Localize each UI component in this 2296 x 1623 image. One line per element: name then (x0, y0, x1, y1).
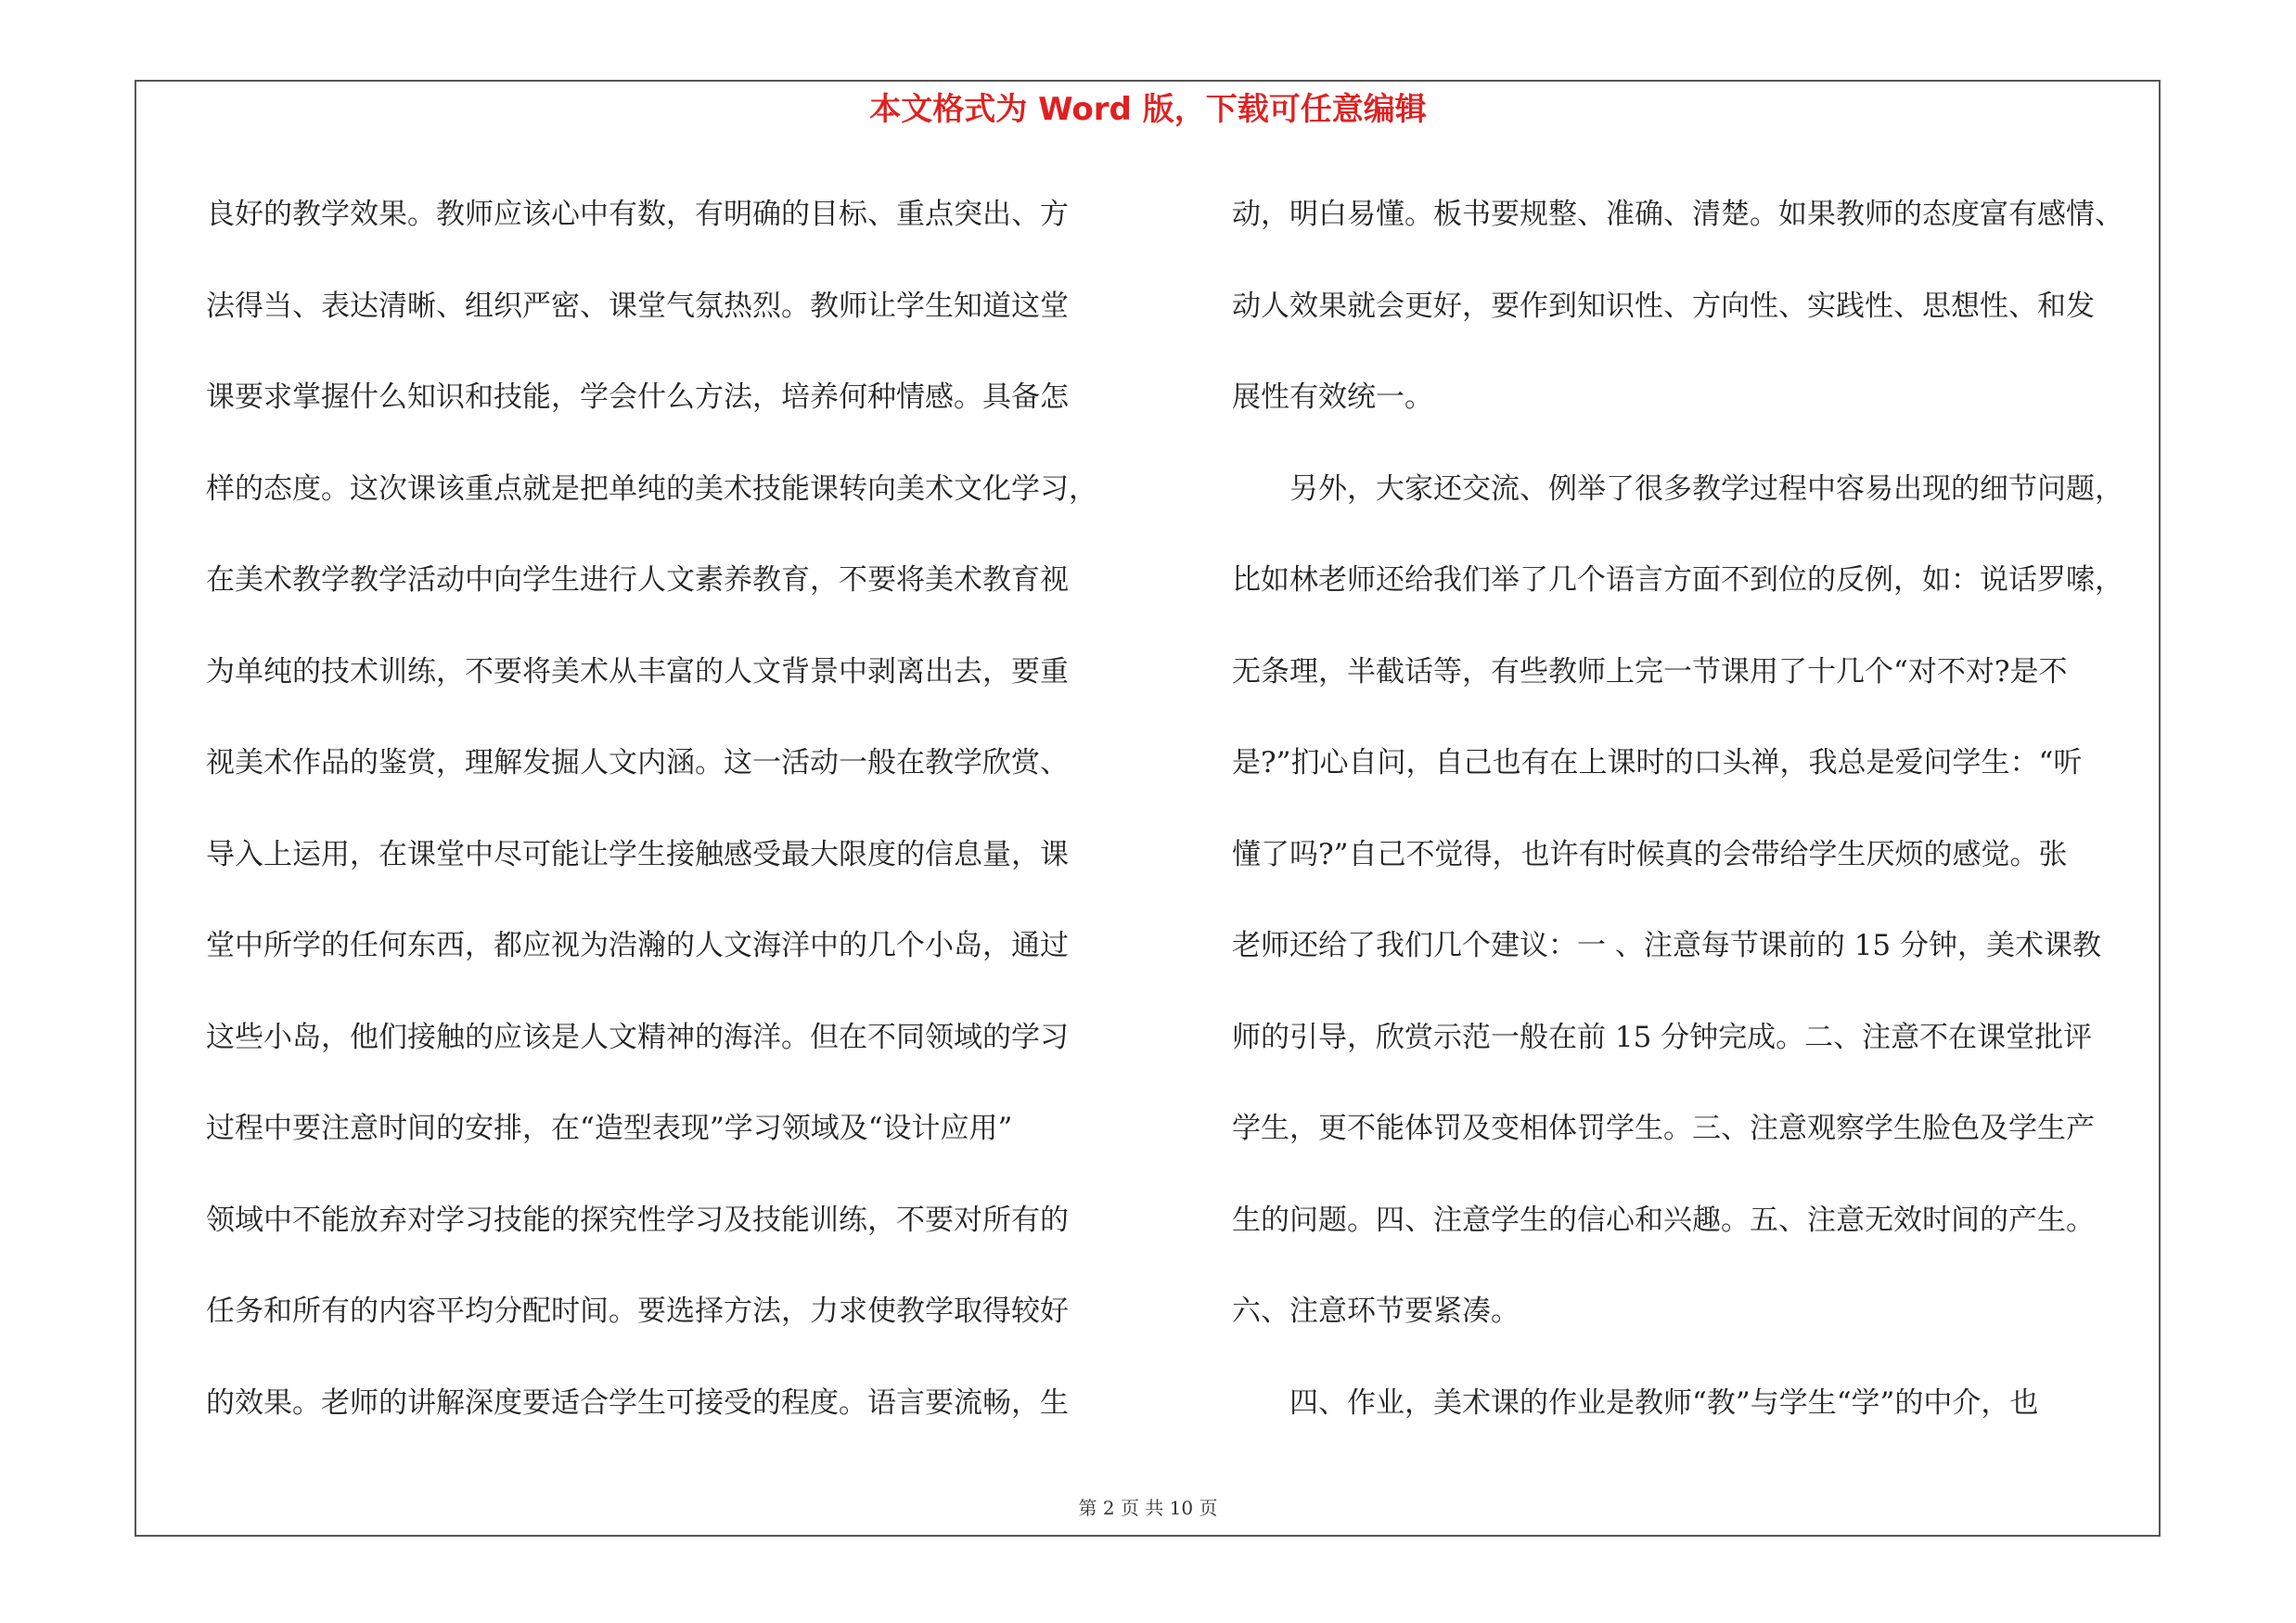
text-line: 比如林老师还给我们举了几个语言方面不到位的反例，如：说话罗嗦， (1232, 563, 2123, 597)
text-line: 动人效果就会更好，要作到知识性、方向性、实践性、思想性、和发 (1232, 289, 2095, 323)
text-line: 课要求掌握什么知识和技能，学会什么方法，培养何种情感。具备怎 (206, 380, 1069, 414)
text-line: 四、作业，美术课的作业是教师“教”与学生“学”的中介，也 (1232, 1385, 2039, 1420)
text-line: 六、注意环节要紧凑。 (1232, 1295, 1520, 1328)
text-line: 样的态度。这次课该重点就是把单纯的美术技能课转向美术文化学习， (206, 471, 1097, 506)
text-line: 这些小岛，他们接触的应该是人文精神的海洋。但在不同领域的学习 (206, 1020, 1069, 1054)
page-number-footer: 第 2 页 共 10 页 (1078, 1497, 1218, 1519)
text-line: 老师还给了我们几个建议：一 、注意每节课前的 15 分钟，美术课教 (1232, 929, 2102, 962)
left-column (206, 169, 1175, 1449)
text-line: 生的问题。四、注意学生的信心和兴趣。五、注意无效时间的产生。 (1232, 1203, 2095, 1237)
text-line: 动，明白易懂。板书要规整、准确、清楚。如果教师的态度富有感情、 (1232, 198, 2123, 231)
text-line: 堂中所学的任何东西，都应视为浩瀚的人文海洋中的几个小岛，通过 (206, 929, 1069, 962)
text-line: 在美术教学教学活动中向学生进行人文素养教育，不要将美术教育视 (206, 563, 1069, 597)
format-banner: 本文格式为 Word 版，下载可任意编辑 (869, 91, 1427, 128)
text-line: 良好的教学效果。教师应该心中有数，有明确的目标、重点突出、方 (206, 198, 1069, 231)
text-line: 是?”扪心自问，自己也有在上课时的口头禅，我总是爱问学生：“听 (1232, 746, 2083, 779)
text-line: 师的引导，欣赏示范一般在前 15 分钟完成。二、注意不在课堂批评 (1232, 1020, 2093, 1054)
right-column (1232, 169, 2160, 1449)
text-line: 领域中不能放弃对学习技能的探究性学习及技能训练，不要对所有的 (206, 1203, 1069, 1237)
text-line: 过程中要注意时间的安排，在“造型表现”学习领域及“设计应用” (206, 1112, 1013, 1145)
text-line: 学生，更不能体罚及变相体罚学生。三、注意观察学生脸色及学生产 (1232, 1112, 2095, 1145)
text-line: 无条理，半截话等，有些教师上完一节课用了十几个“对不对?是不 (1232, 654, 2068, 689)
text-line: 另外，大家还交流、例举了很多教学过程中容易出现的细节问题， (1232, 471, 2123, 506)
text-line: 任务和所有的内容平均分配时间。要选择方法，力求使教学取得较好 (206, 1295, 1069, 1328)
text-line: 导入上运用，在课堂中尽可能让学生接触感受最大限度的信息量，课 (206, 837, 1069, 871)
text-line: 为单纯的技术训练，不要将美术从丰富的人文背景中剥离出去，要重 (206, 654, 1069, 689)
text-line: 法得当、表达清晰、组织严密、课堂气氛热烈。教师让学生知道这堂 (206, 289, 1069, 323)
text-line: 的效果。老师的讲解深度要适合学生可接受的程度。语言要流畅，生 (206, 1385, 1069, 1420)
text-line: 展性有效统一。 (1232, 380, 1433, 414)
text-line: 懂了吗?”自己不觉得，也许有时候真的会带给学生厌烦的感觉。张 (1232, 837, 2068, 871)
text-line: 视美术作品的鉴赏，理解发掘人文内涵。这一活动一般在教学欣赏、 (206, 746, 1069, 779)
